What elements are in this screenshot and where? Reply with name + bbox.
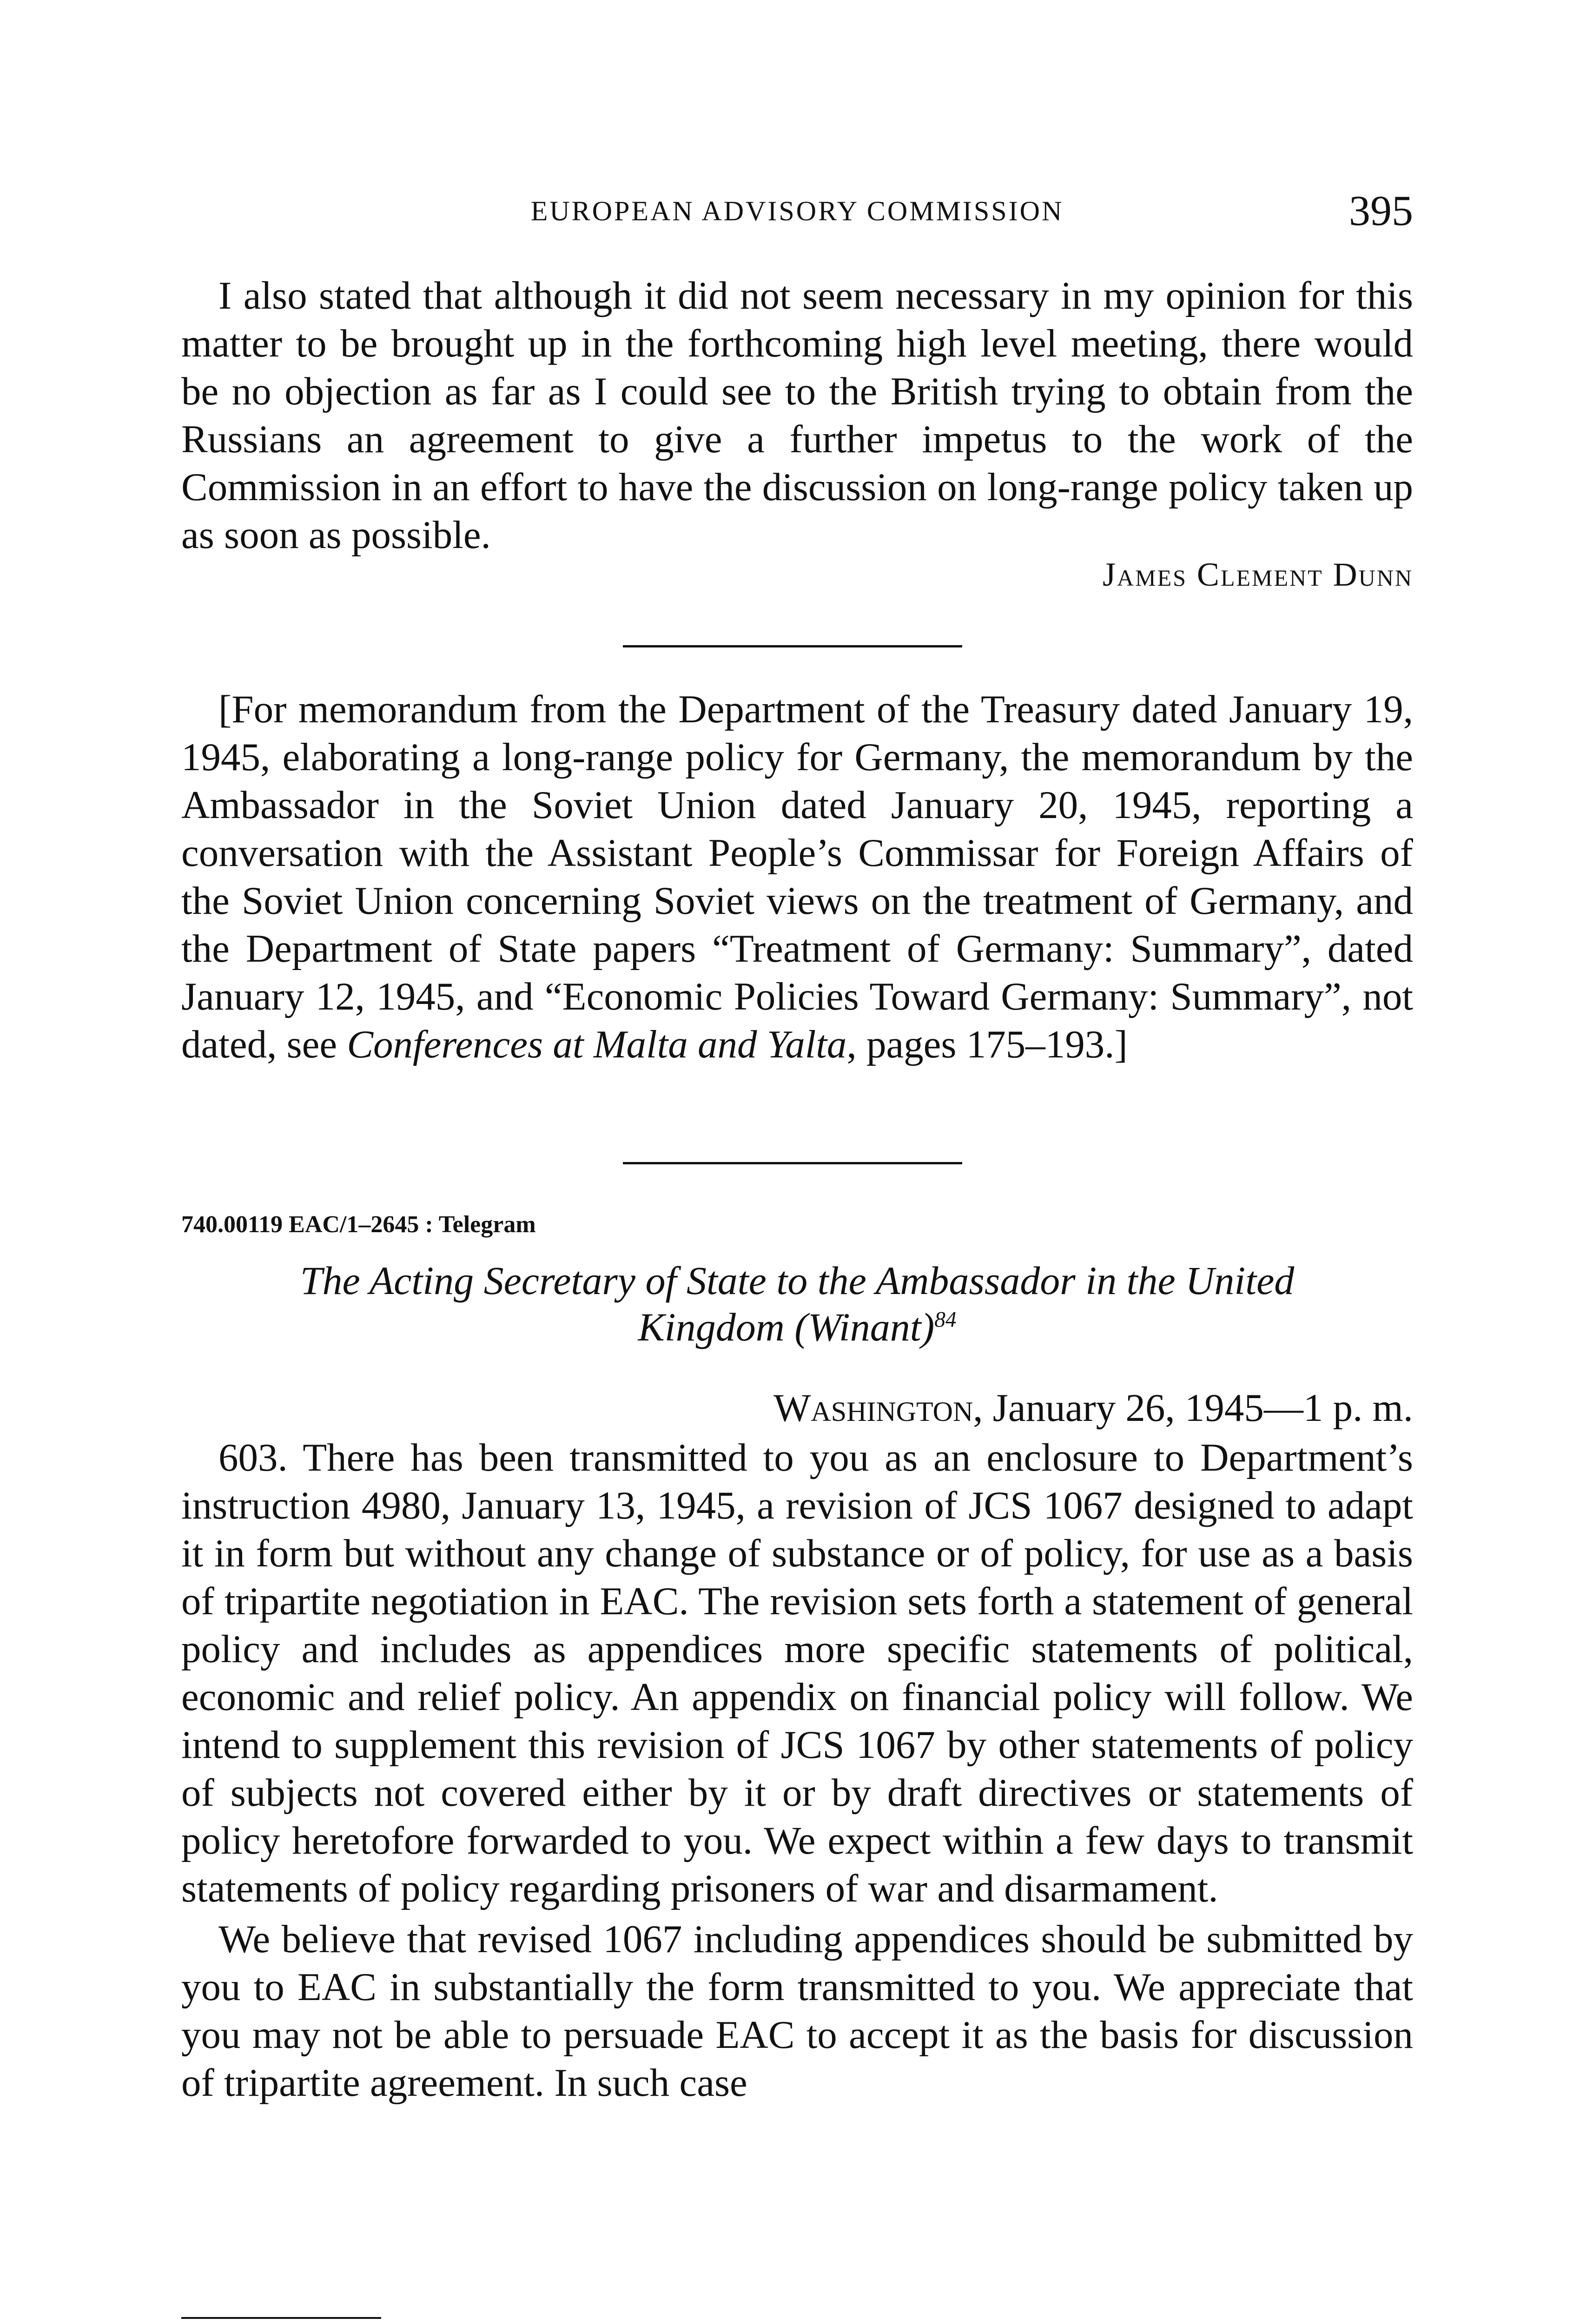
telegram-paragraph-1: 603. There has been transmitted to you as an enclosure to Department’s instruction 4980, January 13, 1945, a revision of JCS 1067 designed to adapt it in form but without any change of substance or of policy, for use as a basis of tripartite negotiation in EAC. The revision sets forth a statement of general policy and includes as appendices more specific statements of political, economic and relief policy. An appendix on financial policy will follow. We intend to supplement this revision of JCS 1067 by other statements of policy of subjects not covered either by it or by draft directives or statements of policy heretofore forwarded to you. We expect within a few days to transmit statements of policy regarding prisoners of war and disarmament. (181, 1436, 1413, 1910)
editorial-note-pages: , pages 175–193.] (846, 1023, 1128, 1066)
section-divider (623, 1162, 962, 1164)
telegram-body (181, 1434, 1413, 2107)
section-divider (623, 645, 962, 647)
document-title (181, 1257, 1413, 1350)
editorial-note-book-title: Conferences at Malta and Yalta (347, 1023, 847, 1066)
opening-paragraph: I also stated that although it did not seem necessary in my opinion for this matter to be brought up in the forthcoming high level meeting, there would be no objection as far as I could see to the British trying to obtain from the Russians an agreement to give a further impetus to the work of the Commission in an effort to have the discussion on long-range policy taken up as soon as possible. (181, 274, 1413, 557)
file-number: 740.00119 EAC/1–2645 : Telegram (181, 1211, 536, 1238)
telegram-paragraph-2: We believe that revised 1067 including appendices should be submitted by you to EAC in substantially the form transmitted to you. We appreciate that you may not be able to persuade EAC to accept it as the basis for discussion of tripartite agreement. In such case (181, 1917, 1413, 2105)
document-title-line-2 (181, 1304, 1413, 1350)
document-title-line-1: The Acting Secretary of State to the Ambassador in the United (300, 1258, 1295, 1303)
dateline-date: , January 26, 1945—1 p. m. (973, 1386, 1413, 1430)
page-number: 395 (1349, 187, 1413, 234)
editorial-note (181, 686, 1413, 1069)
running-head: EUROPEAN ADVISORY COMMISSION (530, 196, 1064, 226)
footnote-divider (181, 2317, 381, 2319)
editorial-note-block (181, 686, 1413, 1069)
opening-paragraph-block (181, 272, 1413, 559)
dateline-place: Washington (773, 1386, 973, 1430)
footnote-reference: 84 (934, 1307, 957, 1332)
editorial-note-text: [For memorandum from the Department of the Treasury dated January 19, 1945, elaborating a long-range policy for Germany, the memorandum by the Ambassador in the Soviet Union dated January 20, 1945, reporting a conversation with the Assistant People’s Commissar for Foreign Affairs of the Soviet Union concerning Soviet views on the treatment of Germany, and the Department of State papers “Treatment of Germany: Summary”, dated January 12, 1945, and “Economic Policies Toward Germany: Summary”, not dated, see (181, 687, 1413, 1066)
signature: James Clement Dunn (1102, 556, 1413, 593)
page-header (181, 186, 1413, 237)
dateline (181, 1385, 1413, 1431)
document-title-line-2-text: Kingdom (Winant) (638, 1305, 935, 1349)
